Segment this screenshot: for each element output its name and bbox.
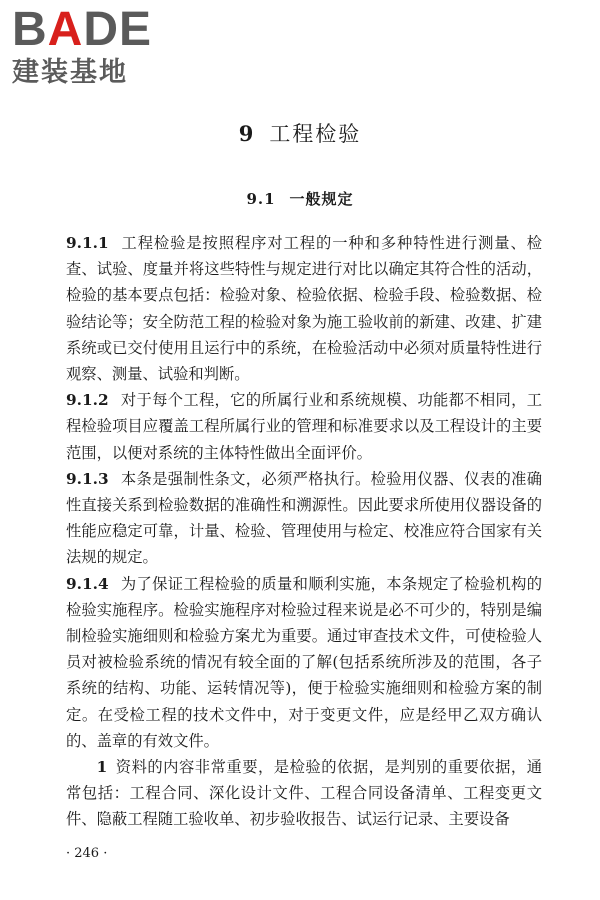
clause-paragraph: [66, 466, 542, 571]
clause-number: 9.1.2: [66, 391, 109, 410]
section-number: 9.1: [246, 190, 276, 208]
chapter-name: 工程检验: [269, 122, 362, 146]
logo-mark: BADE: [12, 3, 153, 56]
clause-paragraph: [66, 571, 542, 754]
page-number: · 246 ·: [66, 846, 108, 861]
chapter-number: 9: [238, 121, 256, 146]
document-body: [66, 230, 542, 833]
clause-number: 9.1.3: [66, 469, 109, 488]
section-name: 一般规定: [289, 190, 354, 208]
logo-accent-letter: A: [47, 3, 84, 56]
clause-text: 为了保证工程检验的质量和顺利实施，本条规定了检验机构的检验实施程序。检验实施程序对检验过程来说是必不可少的，特别是编制检验实施细则和检验方案尤为重要。通过审查技术文件，可使检验人员对被检验系统的情况有较全面的了解(包括系统所涉及的范围，各子系统的结构、功能、运转情况等)，便于检验实施细则和检验方案的制定。在受检工程的技术文件中，对于变更文件，应是经甲乙双方确认的、盖章的有效文件。: [66, 574, 542, 750]
logo-subtitle: 建装基地: [12, 57, 128, 88]
clause-text: 对于每个工程，它的所属行业和系统规模、功能都不相同，工程检验项目应覆盖工程所属行业的管理和标准要求以及工程设计的主要范围，以便对系统的主体特性做出全面评价。: [66, 391, 542, 462]
brand-logo: [12, 3, 177, 90]
clause-text: 工程检验是按照程序对工程的一种和多种特性进行测量、检查、试验、度量并将这些特性与规定进行对比以确定其符合性的活动，检验的基本要点包括：检验对象、检验依据、检验手段、检验数据、检验结论等；安全防范工程的检验对象为施工验收前的新建、改建、扩建系统或已交付使用且运行中的系统，在检验活动中必须对质量特性进行观察、测量、试验和判断。: [66, 234, 542, 384]
clause-paragraph: [66, 387, 542, 466]
chapter-title: [0, 118, 600, 148]
clause-number: 9.1.4: [66, 574, 109, 593]
item-text: 资料的内容非常重要，是检验的依据，是判别的重要依据，通常包括：工程合同、深化设计文件、工程合同设备清单、工程变更文件、隐蔽工程随工验收单、初步验收报告、试运行记录、主要设备: [66, 758, 542, 829]
item-number: 1: [96, 758, 108, 777]
section-title: [0, 188, 600, 209]
clause-text: 本条是强制性条文，必须严格执行。检验用仪器、仪表的准确性直接关系到检验数据的准确性和溯源性。因此要求所使用仪器设备的性能应稳定可靠，计量、检验、管理使用与检定、校准应符合国家有关法规的规定。: [66, 469, 542, 567]
list-item: [66, 754, 542, 833]
clause-number: 9.1.1: [66, 234, 109, 252]
clause-paragraph: [66, 230, 542, 387]
